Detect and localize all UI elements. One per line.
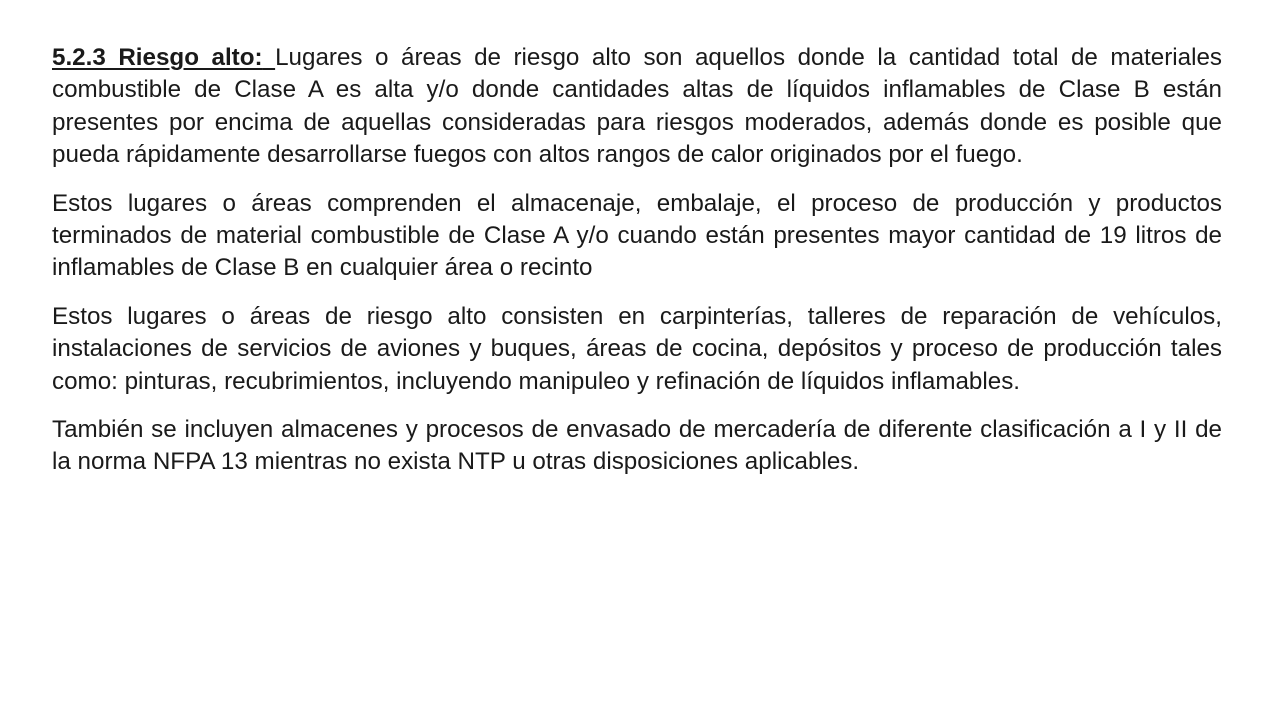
paragraph-areas-comprenden: Estos lugares o áreas comprenden el almacenaje, embalaje, el proceso de producción y productos terminados de material combustible de Clase A y/o cuando están presentes mayor cantidad de 19 litros de inflamables de Clase B en cualquier área o recinto — [52, 189, 1222, 282]
paragraph-tambien-incluyen: También se incluyen almacenes y procesos de envasado de mercadería de diferente clasificación a I y II de la norma NFPA 13 mientras no exista NTP u otras disposiciones aplicables. — [52, 416, 1222, 476]
slide-content — [52, 42, 1222, 495]
paragraph-riesgo-alto-definition — [52, 42, 1222, 172]
paragraph-areas-consisten: Estos lugares o áreas de riesgo alto consisten en carpinterías, talleres de reparación de vehículos, instalaciones de servicios de aviones y buques, áreas de cocina, depósitos y proceso de producción tales como: pinturas, recubrimientos, incluyendo manipuleo y refinación de líquidos inflamables. — [52, 302, 1222, 395]
section-heading: 5.2.3 Riesgo alto: — [52, 44, 263, 71]
paragraph-text: Lugares o áreas de riesgo alto son aquellos donde la cantidad total de materiales combustible de Clase A es alta y/o donde cantidades altas de líquidos inflamables de Clase B están presentes por encima de aquellas consideradas para riesgos moderados, además donde es posible que pueda rápidamente desarrollarse fuegos con altos rangos de calor originados por el fuego. — [52, 44, 1222, 169]
